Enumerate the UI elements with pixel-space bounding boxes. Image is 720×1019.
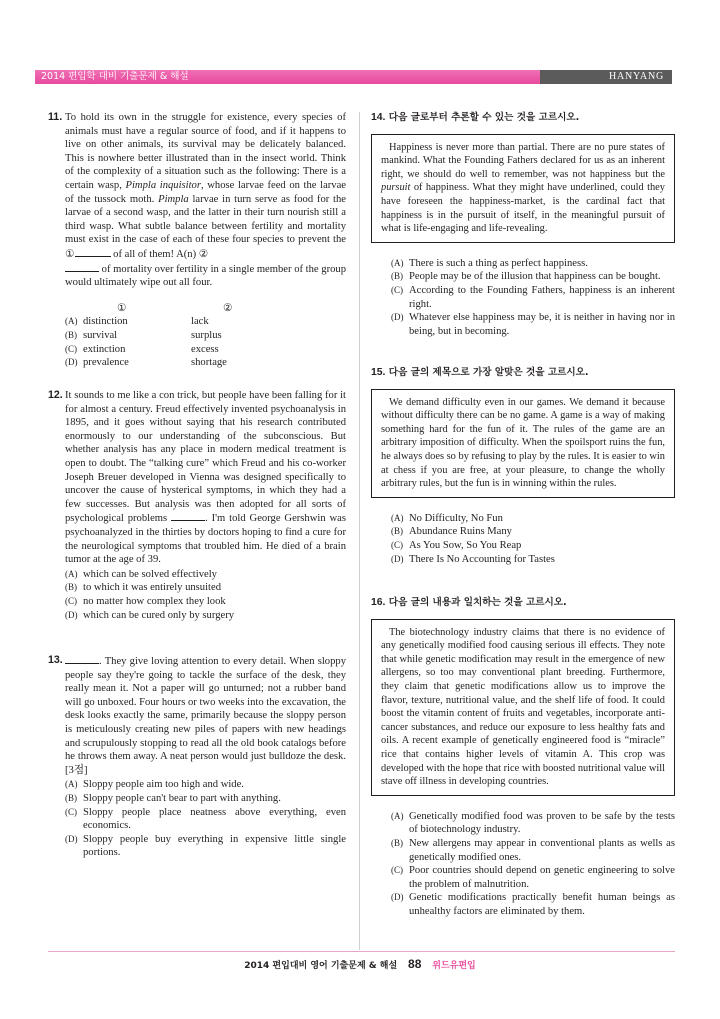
question-instruction: 16. 다음 글의 내용과 일치하는 것을 고르시오. <box>371 597 567 608</box>
question-12 <box>48 389 346 622</box>
option-a[interactable]: (A) which can be solved effectively <box>65 568 217 580</box>
question-text: To hold its own in the struggle for existence, every species of animals must have a regular source of food, and if it happens to live on other animals, its survival may be delicately balanced. This is nowhere better illustrated than in the insect world. Think of the complexity of a situation such as the following: There is a certain wasp, Pimpla inquisitor, whose larvae feed on the larvae of the tussock moth. Pimpla larvae in turn serve as food for the larvae of a second wasp, and the latter in their turn nourish still a third wasp. What subtle balance between fertility and mortality must exist in the case of each of these four species to prevent the ① of all of them! A(n) ② of mortality over fertility in a single member of the group would ultimately wipe out all four. <box>65 112 346 289</box>
blank <box>65 654 99 664</box>
option-a[interactable]: (A) Sloppy people aim too high and wide. <box>65 779 244 791</box>
option-label[interactable]: (C) <box>65 343 77 354</box>
passage-box: We demand difficulty even in our games. We demand it because without difficulty there can be no game. A game is a way of making something hard for the fun of it. The rules of the game are an arbitrary imposition of difficulty. When the spoilsport ruins the fun, he always does so by refusing to play by the rules. It is easier to win at chess if you are free, at your pleasure, to change the wholly arbitrary rules, but the fun is in winning within the rules. <box>371 389 675 498</box>
question-text: . They give loving attention to every detail. When sloppy people say they're going to tackle the surface of the desk, they really mean it. Not a paper will go unturned; not a rubber band will go unboxed. Four hours or two weeks into the excavation, the desk looks exactly the same, primarily because the sloppy person is meticulously creating new piles of papers with new headings and scrupulously stopping to read all the old book catalogs before he throws them away. A neat person would just bulldoze the desk. [3점] <box>65 656 346 776</box>
footer-rule <box>48 951 675 952</box>
option-c-word1[interactable]: extinction <box>83 343 126 355</box>
option-b[interactable]: (B) New allergens may appear in conventional plants as wells as genetically modified ones. <box>391 837 675 863</box>
option-label[interactable]: (D) <box>65 357 78 368</box>
option-d-word1[interactable]: prevalence <box>83 357 129 369</box>
option-b-word2[interactable]: surplus <box>191 329 222 341</box>
page-header <box>35 70 672 96</box>
option-label[interactable]: (A) <box>65 316 78 327</box>
page-footer <box>0 957 720 971</box>
option-a-word1[interactable]: distinction <box>83 316 128 328</box>
option-d[interactable]: (D) Sloppy people buy everything in expensive little single portions. <box>65 833 346 859</box>
option-d[interactable]: (D) Whatever else happiness may be, it is neither in having nor in being, but in becoming. <box>391 312 675 337</box>
option-label[interactable]: (B) <box>65 329 77 340</box>
col-header-2: ② <box>223 302 233 314</box>
page-number: 88 <box>408 957 422 971</box>
col-header-1: ① <box>117 302 127 314</box>
question-number: 11. <box>48 111 63 123</box>
option-c-word2[interactable]: excess <box>191 343 219 355</box>
blank <box>171 511 205 521</box>
question-13 <box>48 654 346 860</box>
question-number: 12. <box>48 389 63 401</box>
option-a[interactable]: (A) Genetically modified food was proven to be safe by the tests of biotechnology industry. <box>391 810 675 836</box>
question-15 <box>371 366 675 566</box>
blank-2 <box>65 262 99 272</box>
option-a[interactable]: (A) There is such a thing as perfect happiness. <box>391 257 588 269</box>
question-instruction: 14. 다음 글로부터 추론할 수 있는 것을 고르시오. <box>371 112 580 123</box>
passage-box: The biotechnology industry claims that there is no evidence of any genetically modified food causing serious ill effects. They note that while genetic modification may result in the emergence of new allergens, so too may conventional plant breeding. Furthermore, they claim that genetic modifications allow us to improve the flavor, texture, nutritional value, and the shelf life of food. It could boost the vitamin content of fruits and vegetables, incorporate anti-cancer substances, and reduce our exposure to less healthy fats and oils. A recent example of genetically engineered food is “miracle” rice that contains higher levels of vitamin A. This crop was developed with the hope that rice with boosted nutritional value will stave off illness in developing countries. <box>371 619 675 796</box>
option-c[interactable]: (C) no matter how complex they look <box>65 595 226 607</box>
column-divider <box>359 112 360 950</box>
footer-brand: 위드유편입 <box>432 961 476 971</box>
option-c[interactable]: (C) As You Sow, So You Reap <box>391 539 522 551</box>
question-16 <box>371 596 675 918</box>
question-text: It sounds to me like a con trick, but people have been falling for it for almost a century. Freud effectively invented psychoanalysis in 1895, and it goes without saying that his research contributed enormously to our understanding of the subconscious. But whether analysis has any place in modern medical treatment is open to doubt. The “talking cure” which Freud and his co-worker Joseph Breuer developed in Vienna was designed specifically to uncover the cause of hysterical symptoms, in which they had a few successes. But analysis was then adopted for all sorts of psychological problems . I'm told George Gershwin was psychoanalyzed in the thirties by doctors hoping to find a cure for the neurological symptoms that troubled him. He died of a brain tumor at the age of 39. <box>65 390 346 566</box>
answer-table <box>48 302 346 370</box>
question-instruction: 15. 다음 글의 제목으로 가장 알맞은 것을 고르시오. <box>371 367 589 378</box>
option-a[interactable]: (A) No Difficulty, No Fun <box>391 512 503 524</box>
option-b-word1[interactable]: survival <box>83 329 118 341</box>
footer-title: 2014 편입대비 영어 기출문제 & 해설 <box>244 961 398 971</box>
question-number: 13. <box>48 654 63 666</box>
option-b[interactable]: (B) People may be of the illusion that happiness can be bought. <box>391 271 661 283</box>
option-d[interactable]: (D) There Is No Accounting for Tastes <box>391 553 555 565</box>
option-b[interactable]: (B) Sloppy people can't bear to part with anything. <box>65 792 281 804</box>
option-c[interactable]: (C) Poor countries should depend on genetic engineering to solve the problem of malnutrition. <box>391 865 675 890</box>
option-d[interactable]: (D) Genetic modifications practically benefit human beings as unhealthy factors are eliminated by them. <box>391 892 675 917</box>
question-14 <box>371 111 675 338</box>
option-c[interactable]: (C) According to the Founding Fathers, happiness is an inherent right. <box>391 284 675 310</box>
option-d-word2[interactable]: shortage <box>191 357 227 369</box>
option-d[interactable]: (D) which can be cured only by surgery <box>65 609 235 621</box>
option-a-word2[interactable]: lack <box>191 316 209 328</box>
option-b[interactable]: (B) to which it was entirely unsuited <box>65 582 221 594</box>
header-university: HANYANG UNIVERSITY <box>540 70 672 84</box>
option-c[interactable]: (C) Sloppy people place neatness above everything, even economics. <box>65 806 346 832</box>
question-11 <box>48 111 346 370</box>
blank-1 <box>75 247 111 257</box>
passage-box: Happiness is never more than partial. There are no pure states of mankind. What the Founding Fathers declared for us as an inherent right, we should do well to remember, was not happiness but the pursuit of happiness. What they might have underlined, could they have foreseen the happiness-market, is the cardinal fact that happiness is in the pursuit of itself, in the meaningful pursuit of what is life-engaging and life-revealing. <box>371 134 675 243</box>
header-title: 2014 편입학 대비 기출문제 & 해설 <box>35 70 540 84</box>
option-b[interactable]: (B) Abundance Ruins Many <box>391 526 512 538</box>
